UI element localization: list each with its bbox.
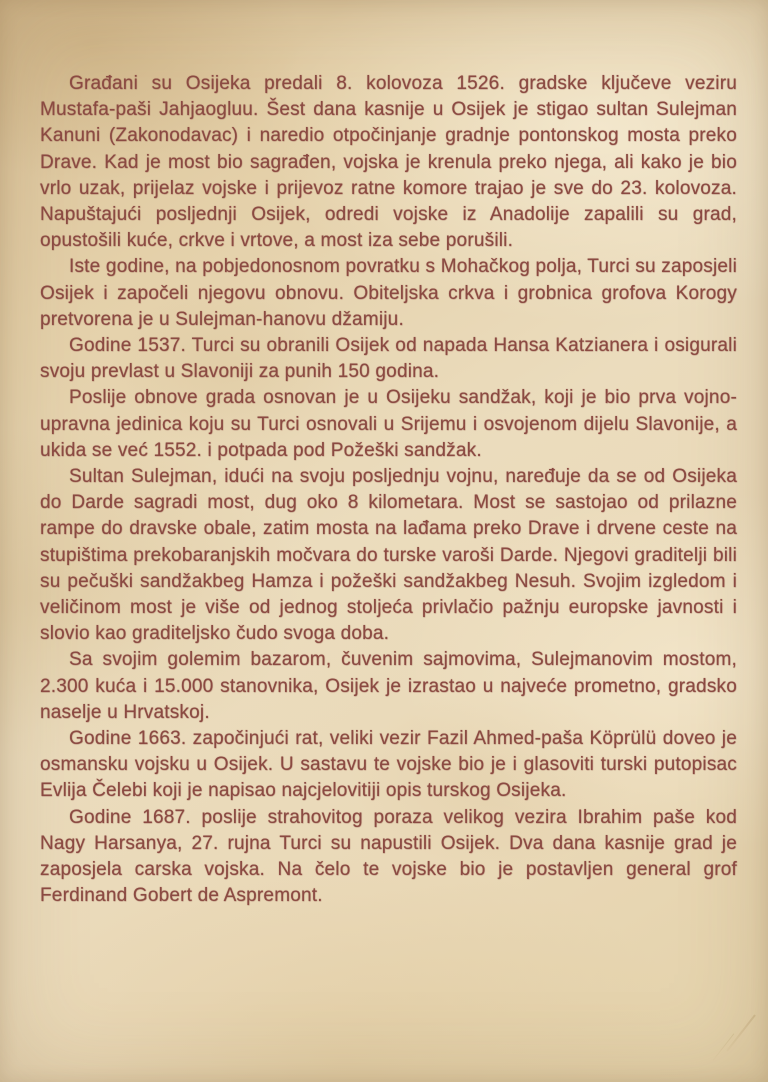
paragraph: Poslije obnove grada osnovan je u Osijeku sandžak, koji je bio prva vojno-upravna jedinica koju su Turci osnovali u Srijemu i osvojenom dijelu Slavonije, a ukida se već 1552. i potpada pod Požeški sandžak.	[40, 387, 737, 461]
paragraph: Iste godine, na pobjedonosnom povratku s Mohačkog polja, Turci su zaposjeli Osijek i započeli njegovu obnovu. Obiteljska crkva i grobnica grofova Korogy pretvorena je u Sulejman-hanovu džamiju.	[40, 256, 737, 330]
paragraph: Građani su Osijeka predali 8. kolovoza 1526. gradske ključeve veziru Mustafa-paši Jahjaogluu. Šest dana kasnije u Osijek je stigao sultan Sulejman Kanuni (Zakonodavac) i naredio otpočinjanje gradnje pontonskog mosta preko Drave. Kad je most bio sagrađen, vojska je krenula preko njega, ali kako je bio vrlo uzak, prijelaz vojske i prijevoz ratne komore trajao je sve do 23. kolovoza. Napuštajući posljednji Osijek, odredi vojske iz Anadolije zapalili su grad, opustošili kuće, crkve i vrtove, a most iza sebe porušili.	[40, 73, 737, 252]
paragraph: Godine 1687. poslije strahovitog poraza velikog vezira Ibrahim paše kod Nagy Harsanya, 27. rujna Turci su napustili Osijek. Dva dana kasnije grad je zaposjela carska vojska. Na čelo te vojske bio je postavljen general grof Ferdinand Gobert de Aspremont.	[40, 806, 737, 907]
paragraph: Sa svojim golemim bazarom, čuvenim sajmovima, Sulejmanovim mostom, 2.300 kuća i 15.000 stanovnika, Osijek je izrastao u najveće prometno, gradsko naselje u Hrvatskoj.	[40, 649, 737, 723]
paragraph: Godine 1663. započinjući rat, veliki vezir Fazil Ahmed-paša Köprülü doveo je osmansku vojsku u Osijek. U sastavu te vojske bio je i glasoviti turski putopisac Evlija Čelebi koji je napisao najcjelovitiji opis turskog Osijeka.	[40, 728, 737, 802]
paragraph: Godine 1537. Turci su obranili Osijek od napada Hansa Katzianera i osigurali svoju prevlast u Slavoniji za punih 150 godina.	[40, 335, 737, 383]
paragraph: Sultan Sulejman, idući na svoju posljednju vojnu, naređuje da se od Osijeka do Darde sagradi most, dug oko 8 kilometara. Most se sastojao od prilazne rampe do dravske obale, zatim mosta na lađama preko Drave i drvene ceste na stupištima prekobaranjskih močvara do turske varoši Darde. Njegovi graditelji bili su pečuški sandžakbeg Hamza i požeški sandžakbeg Nesuh. Svojim izgledom i veličinom most je više od jednog stoljeća privlačio pažnju europske javnosti i slovio kao graditeljsko čudo svoga doba.	[40, 466, 737, 645]
scan-scratch-mark	[726, 1014, 756, 1051]
text-block	[40, 71, 737, 910]
